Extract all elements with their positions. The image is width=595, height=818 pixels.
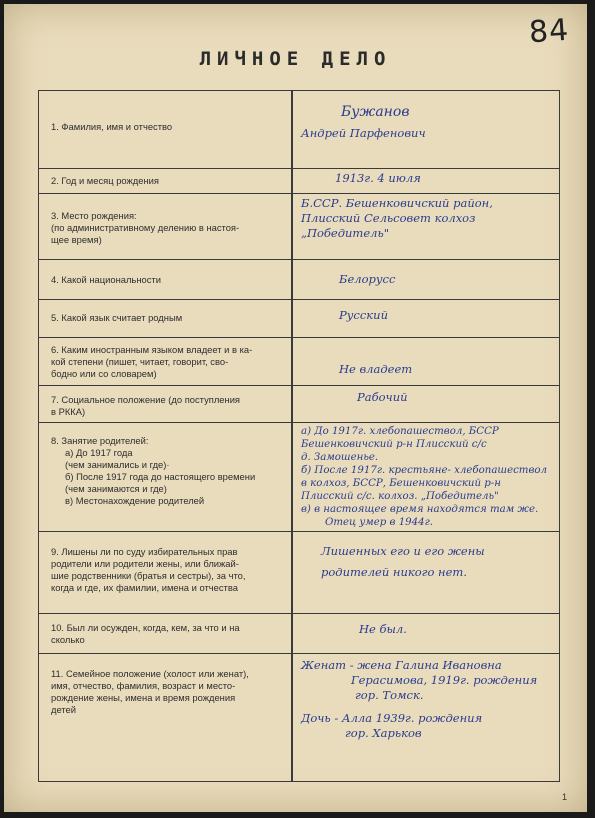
question-cell bbox=[51, 344, 287, 380]
question-cell bbox=[51, 668, 287, 716]
personal-file-table bbox=[38, 90, 560, 782]
answer-cell bbox=[301, 658, 556, 741]
answer-line: Герасимова, 1919г. рождения bbox=[351, 673, 538, 687]
answer-cell bbox=[339, 272, 594, 287]
answer-cell bbox=[301, 425, 556, 529]
answer-line: Русский bbox=[339, 308, 388, 322]
answer-line: Плисский Сельсовет колхоз bbox=[301, 211, 476, 225]
question-line: когда и где, их фамилии, имена и отчества bbox=[51, 582, 238, 593]
question-line: кой степени (пишет, читает, говорит, сво- bbox=[51, 356, 229, 367]
question-cell bbox=[51, 121, 287, 133]
table-row bbox=[39, 193, 559, 260]
question-line: 9. Лишены ли по суду избирательных прав bbox=[51, 546, 238, 557]
question-line: шие родственники (братья и сестры), за что, bbox=[51, 570, 246, 581]
table-row bbox=[39, 91, 559, 168]
table-row bbox=[39, 653, 559, 782]
answer-cell bbox=[301, 196, 556, 241]
question-line: 6. Каким иностранным языком владеет и в ка- bbox=[51, 344, 253, 355]
table-row bbox=[39, 299, 559, 338]
question-cell bbox=[51, 210, 287, 246]
answer-cell bbox=[301, 105, 556, 141]
answer-line: б) После 1917г. крестьяне- хлебопашествол bbox=[301, 465, 548, 476]
answer-line: д. Замошенье. bbox=[301, 452, 379, 463]
question-line: в) Местонахождение родителей bbox=[65, 495, 205, 506]
answer-cell bbox=[359, 622, 595, 637]
answer-line: 1913г. 4 июля bbox=[335, 171, 421, 185]
page-number: 1 bbox=[561, 792, 567, 802]
question-line: 8. Занятие родителей: bbox=[51, 435, 149, 446]
question-line: 7. Социальное положение (до поступления bbox=[51, 394, 241, 405]
table-row bbox=[39, 168, 559, 194]
table-row bbox=[39, 385, 559, 423]
answer-line: Б.ССР. Бешенковичский район, bbox=[301, 196, 493, 210]
answer-line: Женат - жена Галина Ивановна bbox=[301, 658, 502, 672]
question-line: бодно или со словарем) bbox=[51, 368, 157, 379]
question-line: рождение жены, имена и время рождения bbox=[51, 692, 236, 703]
answer-line: Бешенковичский р-н Плисский с/с bbox=[301, 439, 487, 450]
question-line: 2. Год и месяц рождения bbox=[51, 175, 159, 186]
answer-line: Дочь - Алла 1939г. рождения bbox=[301, 711, 483, 725]
answer-cell bbox=[335, 171, 590, 186]
question-line: детей bbox=[51, 704, 77, 715]
question-line: (по административному делению в настоя- bbox=[51, 222, 240, 233]
answer-line: Отец умер в 1944г. bbox=[325, 517, 434, 528]
answer-line: Бужанов bbox=[341, 104, 410, 120]
question-line: 10. Был ли осужден, когда, кем, за что и на bbox=[51, 622, 240, 633]
answer-cell bbox=[339, 308, 594, 323]
question-cell bbox=[51, 435, 287, 507]
answer-line: Рабочий bbox=[357, 390, 408, 404]
answer-line: гор. Харьков bbox=[345, 726, 422, 740]
question-line: а) До 1917 года bbox=[65, 447, 133, 458]
question-line: в РККА) bbox=[51, 406, 86, 417]
answer-cell bbox=[339, 362, 594, 377]
question-line: (чем занимаются и где) bbox=[65, 483, 167, 494]
answer-line: гор. Томск. bbox=[355, 688, 424, 702]
answer-cell bbox=[357, 390, 595, 405]
question-line: 11. Семейное положение (холост или женат), bbox=[51, 668, 249, 679]
table-row bbox=[39, 613, 559, 654]
table-row bbox=[39, 531, 559, 614]
table-row bbox=[39, 337, 559, 386]
question-cell bbox=[51, 312, 287, 324]
question-cell bbox=[51, 546, 287, 594]
question-line: 1. Фамилия, имя и отчество bbox=[51, 121, 173, 132]
page-title: ЛИЧНОЕ ДЕЛО bbox=[199, 48, 392, 70]
answer-line: Лишенных его и его жены bbox=[321, 544, 485, 558]
answer-line: Не был. bbox=[359, 622, 407, 636]
question-line: б) После 1917 года до настоящего времени bbox=[65, 471, 256, 482]
question-line: имя, отчество, фамилия, возраст и место- bbox=[51, 680, 236, 691]
question-line: щее время) bbox=[51, 234, 102, 245]
answer-line: родителей никого нет. bbox=[321, 565, 467, 579]
question-line: 4. Какой национальности bbox=[51, 274, 161, 285]
question-line: 3. Место рождения: bbox=[51, 210, 137, 221]
question-cell bbox=[51, 274, 287, 286]
question-cell bbox=[51, 394, 287, 418]
question-line: сколько bbox=[51, 634, 85, 645]
answer-line: „Победитель" bbox=[301, 226, 390, 240]
question-cell bbox=[51, 175, 287, 187]
document-sheet bbox=[4, 4, 587, 812]
table-row bbox=[39, 422, 559, 532]
answer-line: Белорусс bbox=[339, 272, 396, 286]
folio-number: 84 bbox=[527, 12, 571, 51]
table-row bbox=[39, 259, 559, 300]
question-line: 5. Какой язык считает родным bbox=[51, 312, 183, 323]
answer-line: а) До 1917г. хлебопашествол, БССР bbox=[301, 426, 499, 437]
question-line: (чем занимались и где)· bbox=[65, 459, 170, 470]
answer-line: Андрей Парфенович bbox=[301, 126, 426, 140]
question-line: родители или родители жены, или ближай- bbox=[51, 558, 239, 569]
answer-line: в колхоз, БССР, Бешенковичский р-н bbox=[301, 478, 501, 489]
answer-line: Не владеет bbox=[339, 362, 413, 376]
question-cell bbox=[51, 622, 287, 646]
answer-line: Плисский с/с. колхоз. „Победитель" bbox=[301, 491, 499, 502]
answer-line: в) в настоящее время находятся там же. bbox=[301, 504, 539, 515]
answer-cell bbox=[321, 544, 576, 580]
